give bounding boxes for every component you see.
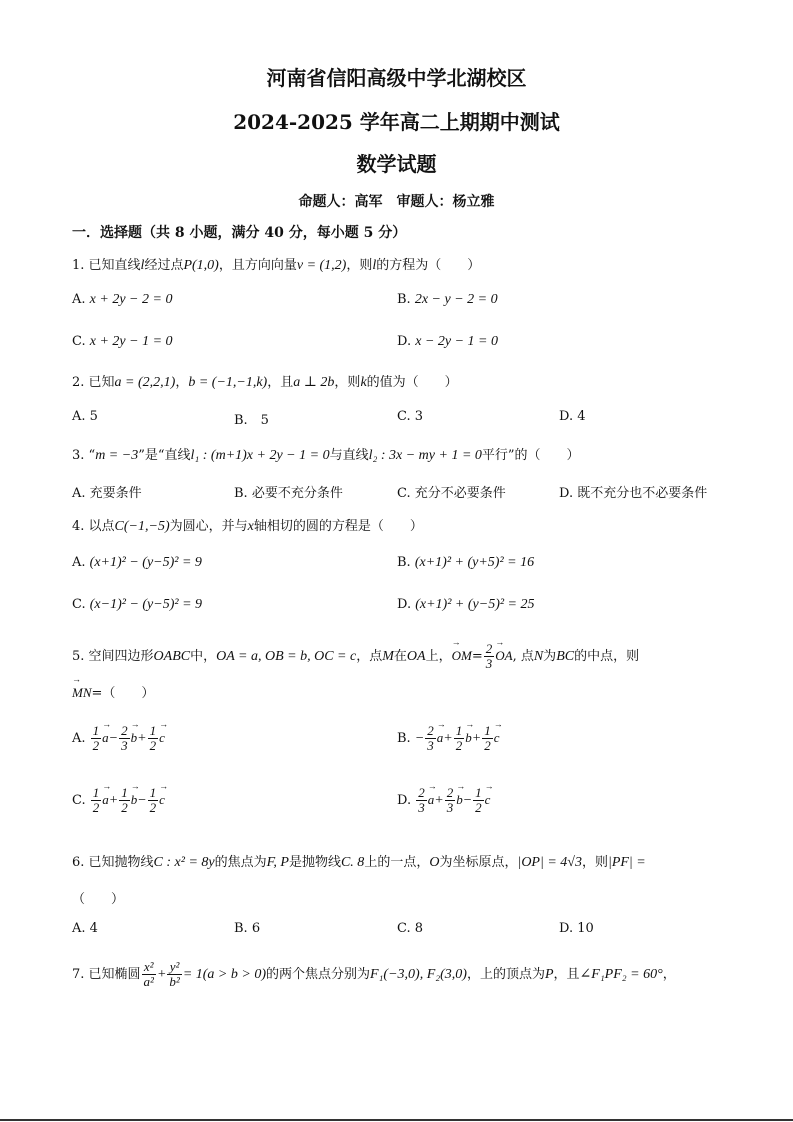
q7-text: ，上的顶点为	[466, 967, 545, 982]
vector: → a	[428, 792, 435, 808]
option-label: D.	[397, 334, 412, 349]
fraction	[148, 786, 159, 815]
q1-point: P(1,0)	[183, 258, 219, 273]
option-value: (x+1)² + (y+5)² = 16	[414, 555, 535, 570]
q3-line-l1: l₁ : (m+1)x + 2y − 1 = 0	[190, 448, 330, 463]
q4-center-point: C(−1,−5)	[114, 519, 170, 534]
option-label: A.	[72, 731, 86, 746]
q4-text: 为圆心，并与	[169, 519, 248, 534]
q5-text: 的中点，则	[574, 649, 640, 664]
fraction	[148, 724, 159, 753]
vector: → c	[159, 792, 165, 808]
question-2-stem	[72, 371, 458, 391]
q2-option-d[interactable]: D. 4	[559, 409, 586, 424]
q1-text: 的方程为（ ）	[376, 258, 481, 273]
option-label: C.	[72, 597, 86, 612]
q5-text: 中，	[190, 649, 217, 664]
option-value: x + 2y − 1 = 0	[89, 334, 173, 349]
q6-text: 6. 已知抛物线	[72, 855, 154, 870]
vector: → c	[494, 730, 500, 746]
q1-text: 1. 已知直线	[72, 258, 141, 273]
section-heading: 一．选择题（共 8 小题，满分 40 分，每小题 5 分）	[72, 225, 407, 241]
fraction	[119, 724, 130, 753]
q2-text: 的值为（ ）	[366, 375, 458, 390]
operator: +	[156, 967, 167, 982]
subject-title: 数学试题	[356, 152, 437, 176]
numerator: 2	[485, 641, 493, 656]
q6-parabola: C : x² = 8y	[153, 855, 215, 870]
q2-k: k	[360, 375, 367, 390]
q7-text: 的两个焦点分别为	[265, 967, 370, 982]
q6-origin: O	[429, 855, 440, 870]
fraction	[119, 786, 130, 815]
q3-text: 平行”的（ ）	[481, 448, 580, 463]
option-label: C.	[72, 793, 86, 808]
vector: → c	[485, 792, 491, 808]
q5-segment-bc: BC	[556, 649, 575, 664]
denominator: 3	[427, 738, 434, 753]
q2-text: ，且	[267, 375, 294, 390]
numerator: 2	[427, 723, 434, 738]
q1-line-l: l	[372, 258, 377, 273]
operator: −	[137, 793, 147, 808]
operator: +	[434, 793, 444, 808]
q6-op-length: |OP| = 4√3	[517, 855, 582, 870]
operator: −	[108, 731, 119, 746]
q6-curve-c: C. 8	[340, 855, 365, 870]
q6-text: 为坐标原点，	[439, 855, 518, 870]
option-label: B.	[397, 292, 411, 307]
numerator: 1	[484, 723, 491, 738]
denominator: 2	[149, 800, 157, 815]
option-label: C.	[72, 334, 86, 349]
question-5-stem-cont	[72, 682, 154, 701]
operator: +	[137, 731, 147, 746]
q7-vertex-p: P	[544, 967, 554, 982]
q2-vector-a: a = (2,2,1)	[114, 375, 176, 390]
q5-text: 为	[543, 649, 557, 664]
q2-option-a[interactable]: A. 5	[72, 409, 98, 424]
q5-text: , 点	[512, 649, 534, 664]
q2-option-c[interactable]: C. 3	[397, 409, 424, 424]
option-label: B.	[397, 555, 411, 570]
numerator: 1	[92, 723, 100, 738]
q5-vector-oa: → OA	[495, 648, 512, 664]
q6-option-b[interactable]: B. 6	[234, 921, 261, 936]
q6-focus: F, P	[266, 855, 289, 870]
q2-text: ，	[175, 375, 189, 390]
question-4-stem	[72, 515, 423, 535]
q5-option-a[interactable]	[72, 724, 165, 753]
fraction	[425, 724, 436, 753]
option-label: D.	[397, 597, 412, 612]
q5-text: 在	[393, 649, 407, 664]
q6-option-d[interactable]: D. 10	[559, 921, 594, 936]
operator: −	[414, 731, 425, 746]
q2-text: ，则	[334, 375, 361, 390]
question-6-paren: （ ）	[72, 892, 125, 907]
numerator: 1	[92, 785, 100, 800]
q5-text: 上，	[425, 649, 452, 664]
fraction	[91, 786, 102, 815]
q5-option-c[interactable]	[72, 786, 165, 815]
q4-option-d[interactable]	[397, 597, 535, 613]
q5-shape: OABC	[153, 649, 191, 664]
vector: → b	[456, 792, 463, 808]
vector: → a	[437, 730, 444, 746]
q5-point-n: N	[533, 649, 544, 664]
q1-option-c[interactable]	[72, 334, 173, 350]
q7-fraction-y	[167, 960, 181, 989]
denominator: 3	[446, 800, 454, 815]
q5-point-m: M	[382, 649, 394, 664]
denominator: 2	[92, 800, 100, 815]
numerator: x²	[142, 960, 156, 975]
q3-text: 与直线	[329, 448, 369, 463]
question-7-stem	[72, 960, 676, 989]
question-1-stem	[72, 254, 480, 274]
q4-option-b[interactable]	[397, 555, 534, 571]
school-title: 河南省信阳高级中学北湖校区	[266, 66, 527, 90]
denominator: 2	[121, 800, 128, 815]
q5-text: =	[471, 649, 483, 664]
numerator: 1	[149, 785, 157, 800]
q6-option-a[interactable]: A. 4	[72, 921, 98, 936]
q5-option-d[interactable]	[397, 786, 490, 815]
option-label: B.	[397, 731, 411, 746]
q7-fraction-x	[142, 960, 156, 989]
vector: → a	[102, 792, 109, 808]
q5-vector-om: → OM	[452, 648, 472, 664]
q5-segment-oa: OA	[406, 649, 426, 664]
numerator: 1	[149, 723, 157, 738]
question-5-stem	[72, 642, 639, 671]
q6-text: 的焦点为	[214, 855, 267, 870]
fraction	[445, 786, 456, 815]
q5-text: 5. 空间四边形	[72, 649, 154, 664]
numerator: 1	[121, 785, 128, 800]
operator: −	[462, 793, 473, 808]
q7-text: ，且	[553, 967, 580, 982]
option-value: (x+1)² − (y−5)² = 9	[89, 555, 202, 570]
q4-axis: x	[247, 519, 254, 534]
term-title: 2024-2025 学年高二上期期中测试	[233, 110, 560, 134]
option-label: A.	[72, 555, 86, 570]
q3-line-l2: l₂ : 3x − my + 1 = 0	[368, 448, 482, 463]
q4-option-c[interactable]	[72, 597, 202, 613]
q1-option-a[interactable]	[72, 292, 172, 308]
q7-condition: = 1(a > b > 0)	[182, 967, 266, 982]
denominator: b²	[169, 974, 180, 989]
question-6-stem	[72, 851, 646, 871]
operator: +	[108, 793, 119, 808]
q4-option-a[interactable]	[72, 555, 202, 571]
option-value: (x+1)² + (y−5)² = 25	[415, 597, 535, 612]
q2-condition: a ⊥ 2b	[293, 375, 335, 390]
denominator: 2	[92, 738, 100, 753]
denominator: 3	[485, 656, 493, 671]
q2-vector-b: b = (−1,−1,k)	[188, 375, 268, 390]
q1-text: 经过点	[144, 258, 184, 273]
vector: → b	[131, 792, 138, 808]
q5-vector-mn: → MN	[72, 685, 92, 701]
vector: → b	[465, 730, 472, 746]
q1-direction-vector: v = (1,2)	[296, 258, 347, 273]
q1-text: ，且方向向量	[218, 258, 297, 273]
fraction	[482, 724, 493, 753]
q1-text: ，则	[346, 258, 373, 273]
numerator: y²	[167, 960, 181, 975]
authors-line: 命题人：高军 审题人：杨立雅	[298, 194, 495, 210]
q6-text: ，则	[581, 855, 608, 870]
q3-m-value: m = −3	[95, 448, 139, 463]
option-value: (x−1)² − (y−5)² = 9	[89, 597, 203, 612]
denominator: 2	[455, 738, 463, 753]
q3-option-d[interactable]: D. 既不充分也不必要条件	[559, 486, 708, 501]
q2-text: 2. 已知	[72, 375, 115, 390]
vector: → c	[159, 730, 165, 746]
numerator: 2	[446, 785, 454, 800]
option-label: A.	[72, 292, 86, 307]
q6-text: 是抛物线	[288, 855, 341, 870]
q4-text: 轴相切的圆的方程是（ ）	[253, 519, 423, 534]
q3-text: ”是“直线	[138, 448, 191, 463]
fraction	[473, 786, 484, 815]
q5-fraction	[484, 642, 495, 671]
q1-option-b[interactable]	[397, 292, 498, 308]
question-3-stem	[72, 444, 580, 464]
bottom-rule	[0, 1119, 793, 1121]
q7-text: 7. 已知椭圆	[72, 967, 141, 982]
option-value: x − 2y − 1 = 0	[415, 334, 499, 349]
operator: +	[443, 731, 453, 746]
option-label: D.	[397, 793, 412, 808]
q3-option-c[interactable]: C. 充分不必要条件	[397, 486, 506, 501]
q6-pf-length: |PF| =	[607, 855, 646, 870]
numerator: 1	[475, 785, 482, 800]
q6-text: 上的一点，	[364, 855, 430, 870]
denominator: a²	[143, 974, 154, 989]
q5-vector-defs: OA = a, OB = b, OC = c	[216, 649, 357, 664]
denominator: 2	[484, 738, 491, 753]
denominator: 2	[149, 738, 157, 753]
q1-option-d[interactable]	[397, 334, 498, 350]
denominator: 3	[121, 738, 128, 753]
numerator: 2	[121, 723, 128, 738]
vector: → a	[102, 730, 109, 746]
q4-text: 4. 以点	[72, 519, 115, 534]
numerator: 1	[455, 723, 463, 738]
q3-option-b[interactable]: B. 必要不充分条件	[234, 486, 343, 501]
operator: +	[471, 731, 482, 746]
q1-line-l: l	[140, 258, 145, 273]
denominator: 3	[418, 800, 425, 815]
q2-option-b[interactable]: B. 5	[234, 413, 269, 428]
q5-text: =（ ）	[91, 686, 155, 701]
q5-option-b[interactable]	[397, 724, 499, 753]
q5-text: ，点	[356, 649, 383, 664]
q7-text: ，	[662, 967, 676, 982]
q7-foci: F₁(−3,0), F₂(3,0)	[370, 967, 467, 982]
option-value: 2x − y − 2 = 0	[414, 292, 498, 307]
fraction	[454, 724, 465, 753]
q3-text: 3. “	[72, 448, 96, 463]
denominator: 2	[475, 800, 482, 815]
vector: → b	[131, 730, 138, 746]
q6-option-c[interactable]: C. 8	[397, 921, 424, 936]
q3-option-a[interactable]: A. 充要条件	[72, 486, 142, 501]
q7-angle: ∠F₁PF₂ = 60°	[579, 967, 663, 982]
numerator: 2	[418, 785, 425, 800]
option-value: x + 2y − 2 = 0	[89, 292, 173, 307]
fraction	[416, 786, 427, 815]
fraction	[91, 724, 102, 753]
